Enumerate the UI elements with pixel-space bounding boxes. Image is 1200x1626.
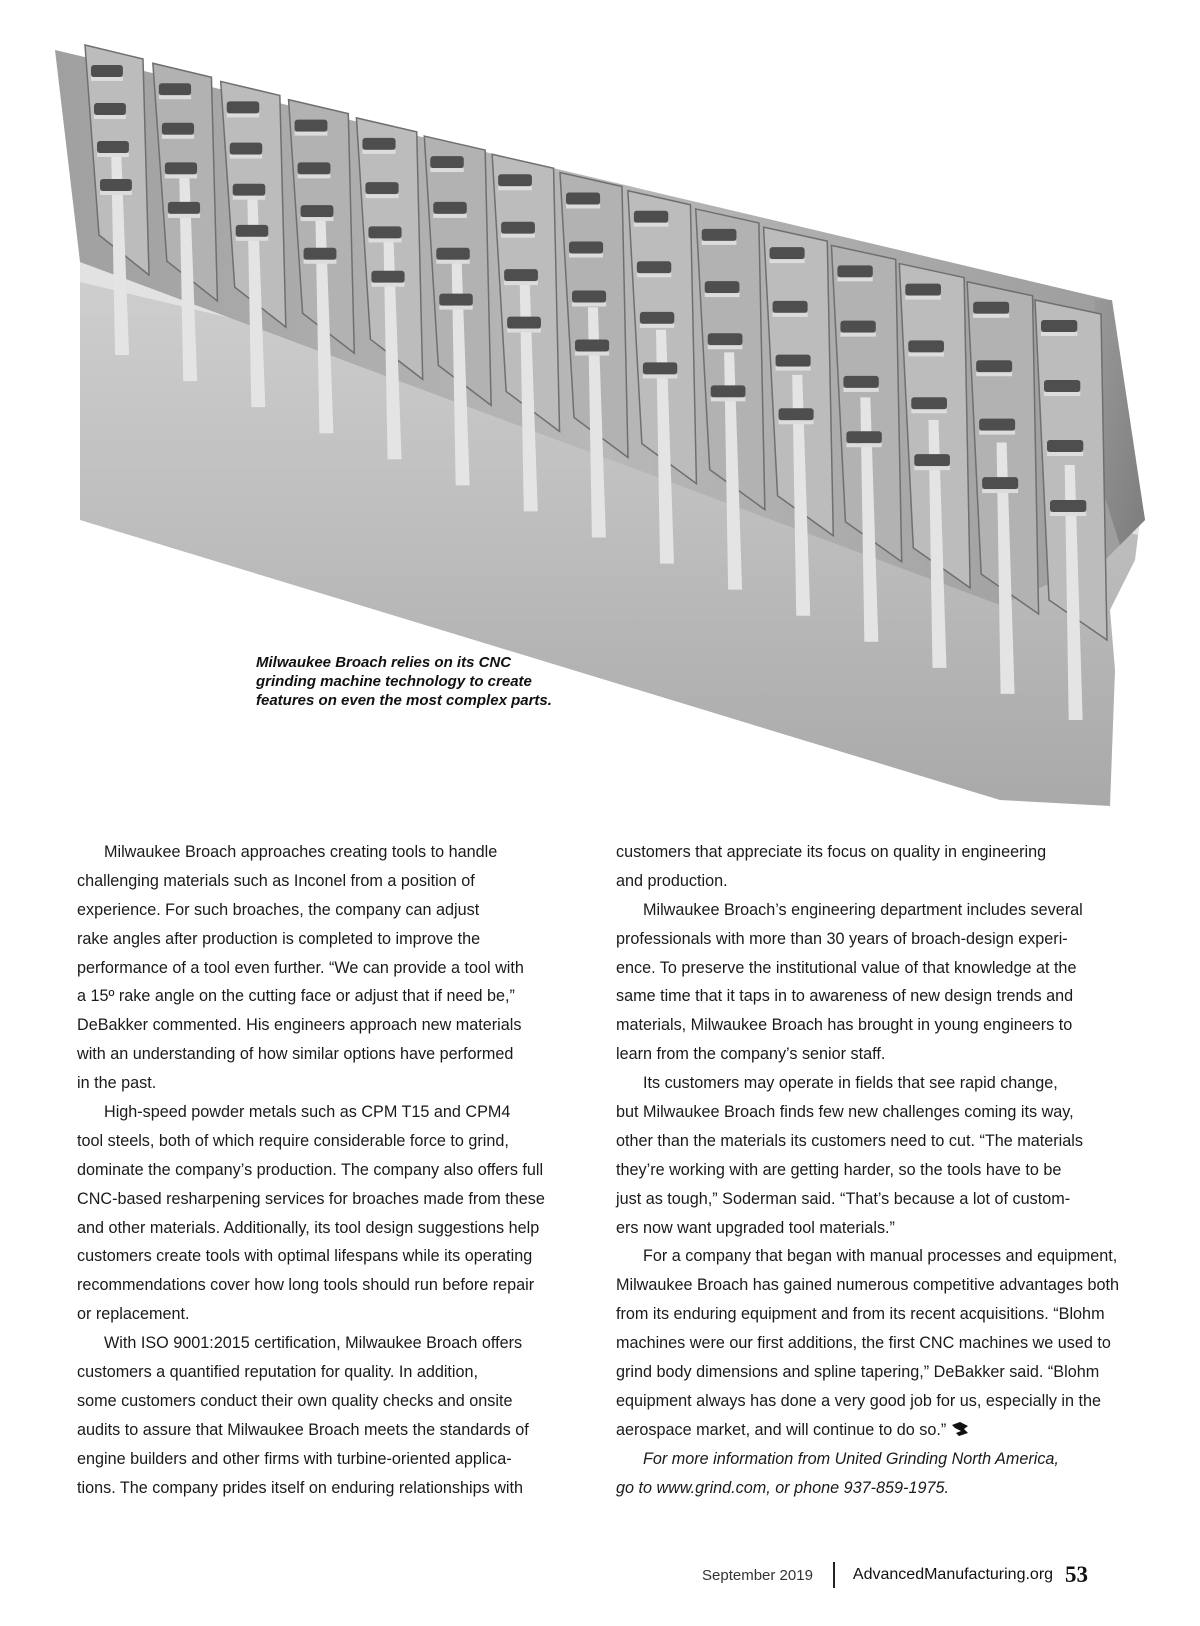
tooth-notch (236, 225, 269, 237)
text-line: a 15º rake angle on the cutting face or adjust that if need be,” (77, 987, 515, 1006)
tooth-highlight (566, 205, 600, 209)
figure-caption (256, 653, 596, 710)
text-line: with an understanding of how similar options have performed (77, 1045, 514, 1064)
tooth-highlight (837, 277, 872, 281)
tooth-notch (837, 265, 872, 277)
tooth-notch (94, 103, 126, 115)
tooth-highlight (643, 374, 677, 378)
tooth-notch (973, 302, 1009, 314)
tooth-notch (575, 340, 609, 352)
tooth-highlight (168, 214, 200, 218)
text-line: engine builders and other firms with turbine-oriented applica- (77, 1449, 512, 1468)
tooth-highlight (295, 132, 328, 136)
tooth-notch (705, 281, 740, 293)
tooth-notch (776, 355, 811, 367)
tooth-notch (840, 321, 875, 333)
tooth-notch (507, 317, 541, 329)
tooth-notch (643, 362, 677, 374)
tooth-highlight (776, 367, 811, 371)
article-column-left (77, 838, 597, 1502)
tooth-notch (371, 271, 404, 283)
tooth-highlight (365, 194, 398, 198)
text-line: from its enduring equipment and from its recent acquisitions. “Blohm (616, 1305, 1105, 1324)
text-line: dominate the company’s production. The company also offers full (77, 1160, 544, 1179)
tooth-notch (501, 222, 535, 234)
tooth-highlight (779, 420, 814, 424)
tooth-notch (976, 360, 1012, 372)
tooth-notch (843, 376, 878, 388)
tooth-notch (914, 454, 950, 466)
tooth-highlight (1050, 512, 1086, 516)
tooth-notch (908, 340, 944, 352)
text-line: materials, Milwaukee Broach has brought in young engineers to (616, 1016, 1073, 1035)
text-line: Its customers may operate in fields that see rapid change, (643, 1074, 1058, 1093)
tooth-highlight (301, 217, 334, 221)
tooth-highlight (507, 329, 541, 333)
text-line: equipment always has done a very good job for us, especially in the (616, 1391, 1102, 1410)
text-line: For a company that began with manual processes and equipment, (643, 1247, 1118, 1266)
tooth-notch (430, 156, 463, 168)
tooth-notch (362, 138, 395, 150)
tooth-notch (566, 193, 600, 205)
tooth-highlight (976, 372, 1012, 376)
text-line-with-endmark (616, 1416, 1132, 1445)
tooth-highlight (569, 254, 603, 258)
tooth-highlight (773, 313, 808, 317)
tooth-notch (230, 143, 263, 155)
tooth-highlight (843, 388, 878, 392)
tooth-highlight (914, 466, 950, 470)
tooth-notch (100, 179, 132, 191)
tooth-highlight (362, 150, 395, 154)
tooth-notch (572, 291, 606, 303)
tooth-highlight (846, 443, 881, 447)
text-line: professionals with more than 30 years of broach-design experi- (616, 929, 1068, 948)
tooth-highlight (572, 303, 606, 307)
tooth-notch (905, 284, 941, 296)
footer-divider (833, 1562, 835, 1588)
text-line: performance of a tool even further. “We can provide a tool with (77, 958, 524, 977)
text-line: just as tough,” Soderman said. “That’s because a lot of custom- (616, 1189, 1071, 1208)
tooth-notch (1041, 320, 1077, 332)
caption-line: Milwaukee Broach relies on its CNC (256, 654, 512, 671)
tooth-highlight (501, 234, 535, 238)
tooth-highlight (702, 241, 737, 245)
article-column-right (616, 838, 1132, 1502)
tooth-notch (365, 182, 398, 194)
tooth-notch (165, 162, 197, 174)
tooth-highlight (100, 191, 132, 195)
tooth-notch (368, 226, 401, 238)
tooth-notch (295, 120, 328, 132)
tooth-notch (504, 269, 538, 281)
text-line: With ISO 9001:2015 certification, Milwaukee Broach offers (104, 1334, 523, 1353)
text-line: experience. For such broaches, the company can adjust (77, 900, 480, 919)
tooth-highlight (575, 352, 609, 356)
tooth-notch (846, 431, 881, 443)
tooth-highlight (979, 431, 1015, 435)
tooth-notch (634, 211, 668, 223)
tooth-notch (233, 184, 266, 196)
tooth-highlight (162, 135, 194, 139)
tooth-highlight (233, 196, 266, 200)
text-line: customers that appreciate its focus on quality in engineering (616, 843, 1047, 861)
tooth-highlight (640, 324, 674, 328)
text-line: some customers conduct their own quality checks and onsite (77, 1391, 513, 1410)
page-footer (702, 1560, 1088, 1590)
text-line: DeBakker commented. His engineers approach new materials (77, 1016, 522, 1035)
tooth-highlight (165, 174, 197, 178)
tooth-highlight (436, 260, 469, 264)
tooth-notch (162, 123, 194, 135)
text-line: tions. The company prides itself on enduring relationships with (77, 1478, 524, 1497)
tooth-highlight (371, 283, 404, 287)
tooth-highlight (368, 238, 401, 242)
tooth-highlight (94, 115, 126, 119)
tooth-notch (569, 242, 603, 254)
tooth-notch (773, 301, 808, 313)
tooth-highlight (227, 113, 260, 117)
text-line: grind body dimensions and spline tapering,” DeBakker said. “Blohm (616, 1363, 1100, 1382)
tooth-highlight (973, 314, 1009, 318)
tooth-highlight (1044, 392, 1080, 396)
text-line: aerospace market, and will continue to do so.” (616, 1420, 947, 1439)
text-line: in the past. (77, 1074, 157, 1093)
issue-date: September 2019 (702, 1566, 813, 1584)
tooth-notch (1047, 440, 1083, 452)
tooth-notch (702, 229, 737, 241)
tooth-highlight (236, 237, 269, 241)
tooth-notch (640, 312, 674, 324)
tooth-highlight (705, 293, 740, 297)
text-line: customers create tools with optimal lifespans while its operating (77, 1247, 533, 1266)
tooth-highlight (97, 153, 129, 157)
text-line: they’re working with are getting harder, so the tools have to be (616, 1160, 1062, 1179)
tooth-highlight (905, 296, 941, 300)
text-line: machines were our first additions, the first CNC machines we used to (616, 1334, 1111, 1353)
tooth-highlight (908, 352, 944, 356)
page-number: 53 (1065, 1562, 1089, 1587)
tooth-notch (433, 202, 466, 214)
text-line: go to www.grind.com, or phone 937-859-1975. (616, 1478, 949, 1497)
text-line: customers a quantified reputation for quality. In addition, (77, 1363, 479, 1382)
tooth-highlight (91, 77, 123, 81)
text-line: or replacement. (77, 1305, 190, 1324)
tooth-highlight (304, 260, 337, 264)
tooth-notch (91, 65, 123, 77)
publication-site: AdvancedManufacturing.org (852, 1566, 1054, 1583)
tooth-highlight (770, 259, 805, 263)
tooth-highlight (504, 281, 538, 285)
text-line: and production. (616, 871, 728, 890)
tooth-notch (779, 408, 814, 420)
tooth-notch (159, 83, 191, 95)
tooth-highlight (1047, 452, 1083, 456)
text-line: Milwaukee Broach has gained numerous competitive advantages both (616, 1276, 1120, 1295)
tooth-notch (711, 385, 746, 397)
text-line: ence. To preserve the institutional value of that knowledge at the (616, 958, 1077, 977)
tooth-notch (911, 397, 947, 409)
text-line: audits to assure that Milwaukee Broach meets the standards of (77, 1420, 529, 1439)
tooth-notch (439, 294, 472, 306)
text-line: ers now want upgraded tool materials.” (616, 1218, 895, 1237)
text-line: learn from the company’s senior staff. (616, 1045, 886, 1064)
tooth-highlight (1041, 332, 1077, 336)
text-line: and other materials. Additionally, its tool design suggestions help (77, 1218, 540, 1237)
tooth-notch (97, 141, 129, 153)
text-line: tool steels, both of which require considerable force to grind, (77, 1131, 509, 1150)
tooth-notch (436, 248, 469, 260)
text-line: other than the materials its customers need to cut. “The materials (616, 1131, 1083, 1150)
tooth-highlight (230, 155, 263, 159)
broach-photo (0, 0, 1200, 810)
text-line: but Milwaukee Broach finds few new challenges coming its way, (616, 1103, 1074, 1122)
tooth-highlight (498, 186, 532, 190)
tooth-highlight (298, 174, 331, 178)
tooth-notch (301, 205, 334, 217)
tooth-notch (498, 174, 532, 186)
tooth-notch (227, 101, 260, 113)
text-line: same time that it taps in to awareness of new design trends and (616, 987, 1074, 1006)
text-line: challenging materials such as Inconel from a position of (77, 871, 475, 890)
text-line: For more information from United Grinding North America, (643, 1449, 1059, 1468)
broach-illustration (0, 0, 1200, 810)
tooth-highlight (159, 95, 191, 99)
caption-line: features on even the most complex parts. (256, 692, 552, 709)
tooth-notch (708, 333, 743, 345)
text-line: Milwaukee Broach’s engineering department includes several (643, 900, 1083, 919)
tooth-notch (1050, 500, 1086, 512)
tooth-highlight (911, 409, 947, 413)
end-of-article-icon (950, 1421, 970, 1437)
tooth-highlight (439, 306, 472, 310)
tooth-highlight (634, 223, 668, 227)
tooth-notch (637, 261, 671, 273)
tooth-notch (1044, 380, 1080, 392)
tooth-notch (982, 477, 1018, 489)
tooth-highlight (708, 345, 743, 349)
text-line: High-speed powder metals such as CPM T15 and CPM4 (104, 1103, 511, 1122)
tooth-highlight (637, 273, 671, 277)
tooth-notch (304, 248, 337, 260)
text-line: rake angles after production is completed to improve the (77, 929, 481, 948)
tooth-highlight (430, 168, 463, 172)
caption-line: grinding machine technology to create (256, 673, 532, 690)
tooth-notch (979, 419, 1015, 431)
tooth-highlight (840, 333, 875, 337)
tooth-highlight (982, 489, 1018, 493)
text-line: CNC-based resharpening services for broaches made from these (77, 1189, 545, 1208)
tooth-highlight (711, 397, 746, 401)
text-line: recommendations cover how long tools should run before repair (77, 1276, 535, 1295)
tooth-notch (298, 162, 331, 174)
tooth-notch (770, 247, 805, 259)
text-line: Milwaukee Broach approaches creating tools to handle (104, 843, 498, 861)
tooth-highlight (433, 214, 466, 218)
tooth-notch (168, 202, 200, 214)
